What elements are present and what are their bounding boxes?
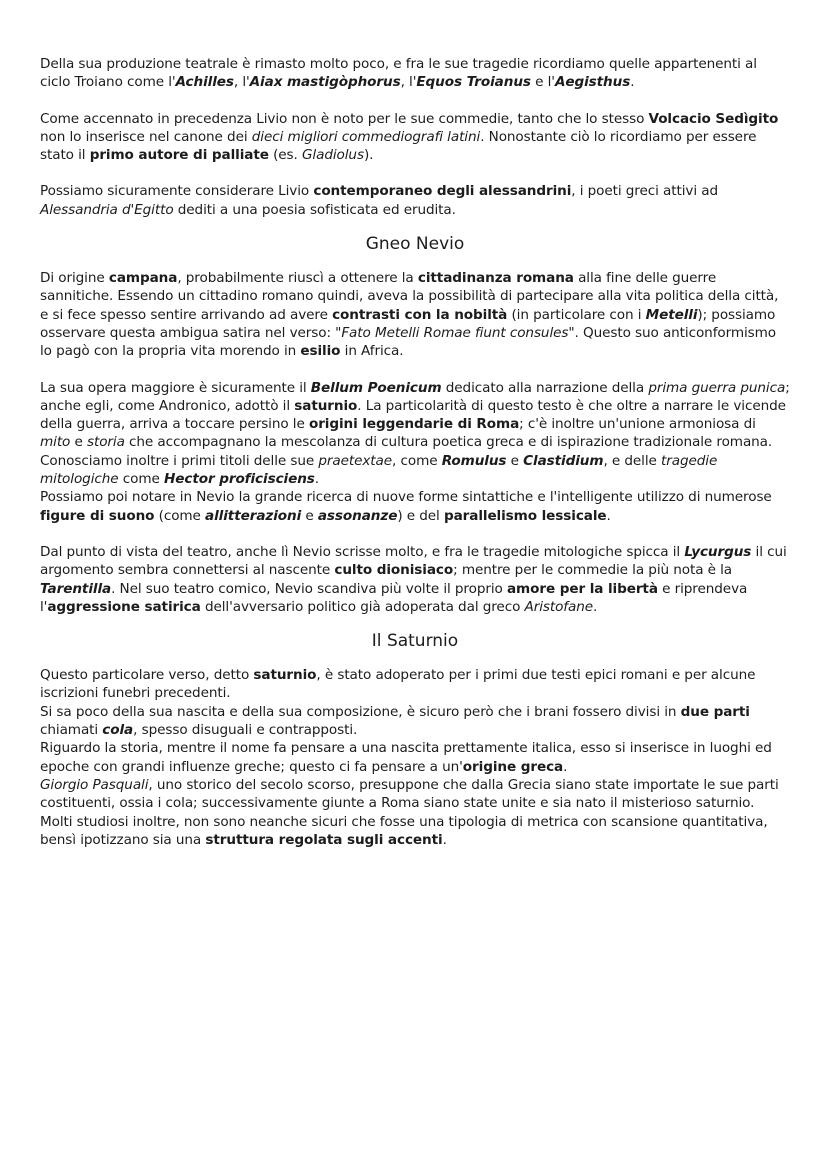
paragraph-praetextae (40, 452, 790, 489)
text-run: . (314, 471, 320, 488)
text-run: (in particolare con i (507, 306, 646, 323)
text-run: dedicato alla narrazione della (441, 379, 649, 396)
emphasis-text: figure di suono (40, 507, 155, 524)
emphasis-text: aggressione satirica (47, 598, 201, 615)
emphasis-text: amore per la libertà (506, 580, 658, 597)
emphasis-text: Metelli (645, 306, 698, 323)
text-run: e (506, 452, 524, 469)
paragraph-alessandrini (40, 182, 790, 219)
text-run: , i poeti greci attivi ad (571, 183, 718, 200)
emphasis-text: Volcacio Sedìgito (648, 110, 779, 127)
emphasis-text: Equos Troianus (416, 74, 531, 91)
emphasis-text: "Fato Metelli Romae fiunt consules" (335, 324, 575, 341)
emphasis-text: Bellum Poenicum (310, 379, 442, 396)
text-run: dell'avversario politico già adoperata dal greco (200, 598, 525, 615)
paragraph-bellum-poenicum (40, 379, 790, 452)
text-run: ) e del (397, 507, 444, 524)
text-run: . (593, 598, 598, 615)
emphasis-text: storia (86, 434, 125, 451)
emphasis-text: contrasti con la nobiltà (332, 306, 508, 323)
emphasis-text: struttura regolata sugli accenti (205, 831, 443, 848)
text-run: Dal punto di vista del teatro, anche lì Nevio scrisse molto, e fra le tragedie mitologiche spicca il (40, 543, 685, 560)
emphasis-text: Clastidium (523, 452, 604, 469)
heading-gneo-nevio: Gneo Nevio (365, 234, 465, 255)
text-run: e (301, 507, 318, 524)
text-run: alla fine delle guerre sannitiche. Essendo un cittadino romano quindi, aveva la possibilità di partecipare alla vita politica della città, e si fece spesso sentire arrivando ad avere (40, 270, 779, 323)
emphasis-text: culto dionisiaco (334, 562, 454, 579)
text-run: Molti studiosi inoltre, non sono neanche sicuri che fosse una tipologia di metrica con scansione quantitativa, bensì ipotizzano sia una (40, 813, 768, 848)
text-run: e (70, 434, 87, 451)
paragraph-nevio-origine (40, 269, 790, 360)
emphasis-text: contemporaneo degli alessandrini (313, 183, 572, 200)
emphasis-text: Aegisthus (554, 74, 631, 91)
text-run: dediti a una poesia sofisticata ed erudita. (173, 201, 456, 218)
text-run: il cui argomento sembra connettersi al nascente (40, 543, 787, 579)
text-run: . (606, 507, 611, 524)
paragraph-struttura-accenti (40, 813, 790, 850)
text-run: , come (392, 452, 442, 469)
text-run: ). (363, 147, 374, 164)
text-run: non lo inserisce nel canone dei (40, 128, 252, 145)
emphasis-text: esilio (300, 343, 341, 360)
text-run: chiamati (40, 722, 103, 739)
text-run: ; mentre per le commedie la più nota è la (453, 562, 733, 579)
paragraph-saturnio-verso (40, 666, 790, 703)
text-run: (es. (268, 147, 302, 164)
emphasis-text: Aiax mastigòphorus (249, 74, 401, 91)
emphasis-text: Aristofane (524, 598, 594, 615)
emphasis-text: saturnio (294, 397, 358, 414)
text-run: ); possiamo osservare questa ambigua satira nel verso: (40, 306, 776, 341)
emphasis-text: tragedie mitologiche (40, 452, 718, 488)
emphasis-text: saturnio (253, 667, 317, 684)
text-run: . Nel suo teatro comico, Nevio scandiva più volte il proprio (111, 580, 507, 597)
text-run: Conosciamo inoltre i primi titoli delle sue (40, 452, 319, 469)
text-run: come (118, 471, 164, 488)
emphasis-text: origini leggendarie di Roma (308, 416, 520, 433)
text-run: che accompagnano la mescolanza di cultura poetica greca e di ispirazione tradizionale romana. (124, 434, 773, 451)
text-run: in Africa. (340, 343, 404, 360)
emphasis-text: primo autore di palliate (89, 147, 269, 164)
paragraph-figure-di-suono (40, 488, 790, 525)
text-run: Questo particolare verso, detto (40, 667, 254, 684)
emphasis-text: mito (40, 434, 71, 451)
emphasis-text: cola (102, 722, 134, 739)
emphasis-text: parallelismo lessicale (443, 507, 607, 524)
emphasis-text: Achilles (175, 74, 234, 91)
heading-il-saturnio: Il Saturnio (371, 631, 459, 652)
text-run: Riguardo la storia, mentre il nome fa pensare a una nascita prettamente italica, esso si inserisce in luoghi ed epoche con grandi influenze greche; questo ci fa pensare a un' (40, 740, 772, 775)
emphasis-text: Lycurgus (684, 543, 752, 560)
document-page (40, 55, 790, 849)
text-run: , e delle (603, 452, 661, 469)
text-run: , l' (233, 74, 250, 91)
text-run: , uno storico del secolo scorso, presuppone che dalla Grecia siano state importate le sue parti costituenti, ossia i cola; successivamente giunte a Roma siano state unite e sia nato il misterioso saturnio. (40, 776, 779, 812)
emphasis-text: Tarentilla (40, 580, 112, 597)
text-run: Di origine (40, 270, 109, 287)
text-run: . (442, 831, 447, 848)
paragraph-tragedie-livio (40, 55, 790, 92)
text-run: e l' (530, 74, 555, 91)
paragraph-saturnio-storia (40, 739, 790, 776)
text-run: . (630, 74, 635, 91)
text-run: . Questo suo anticonformismo lo pagò con la propria vita morendo in (40, 324, 777, 360)
emphasis-text: allitterazioni (205, 507, 302, 524)
paragraph-commedie-livio (40, 110, 790, 165)
emphasis-text: cittadinanza romana (417, 270, 574, 287)
text-run: Della sua produzione teatrale è rimasto molto poco, e fra le sue tragedie ricordiamo quelle appartenenti al ciclo Troiano come l' (40, 56, 757, 91)
emphasis-text: origine greca (462, 758, 564, 775)
text-run: Possiamo sicuramente considerare Livio (40, 183, 314, 200)
emphasis-text: Hector proficisciens (163, 471, 315, 488)
paragraph-saturnio-cola (40, 703, 790, 740)
text-run: Possiamo poi notare in Nevio la grande ricerca di nuove forme sintattiche e l'intelligente utilizzo di numerose (40, 489, 772, 506)
emphasis-text: dieci migliori commediografi latini (251, 128, 481, 145)
text-run: Come accennato in precedenza Livio non è noto per le sue commedie, tanto che lo stesso (40, 110, 649, 127)
emphasis-text: Giorgio Pasquali (40, 776, 149, 793)
text-run: La sua opera maggiore è sicuramente il (40, 379, 311, 396)
text-run: e riprendeva l' (40, 580, 748, 615)
emphasis-text: Romulus (441, 452, 507, 469)
emphasis-text: praetextae (318, 452, 393, 469)
text-run: . La particolarità di questo testo è che oltre a narrare le vicende della guerra, arriva a toccare persino le (40, 397, 786, 433)
text-run: . (563, 758, 568, 775)
emphasis-text: campana (108, 270, 178, 287)
text-run: ; c'è inoltre un'unione armoniosa di (519, 416, 756, 433)
emphasis-text: due parti (680, 703, 750, 720)
paragraph-teatro-nevio (40, 543, 790, 616)
text-run: ; anche egli, come Andronico, adottò il (40, 379, 790, 414)
text-run: Si sa poco della sua nascita e della sua composizione, è sicuro però che i brani fossero divisi in (40, 703, 681, 720)
paragraph-pasquali (40, 776, 790, 813)
text-run: . Nonostante ciò lo ricordiamo per essere stato il (40, 128, 757, 164)
text-run: , l' (400, 74, 417, 91)
emphasis-text: Gladiolus (301, 147, 364, 164)
emphasis-text: assonanze (317, 507, 398, 524)
text-run: , è stato adoperato per i primi due testi epici romani e per alcune iscrizioni funebri precedenti. (40, 667, 756, 702)
text-run: (come (154, 507, 206, 524)
emphasis-text: prima guerra punica (648, 379, 786, 396)
text-run: , spesso disuguali e contrapposti. (133, 722, 358, 739)
text-run: , probabilmente riuscì a ottenere la (177, 270, 418, 287)
emphasis-text: Alessandria d'Egitto (40, 201, 174, 218)
